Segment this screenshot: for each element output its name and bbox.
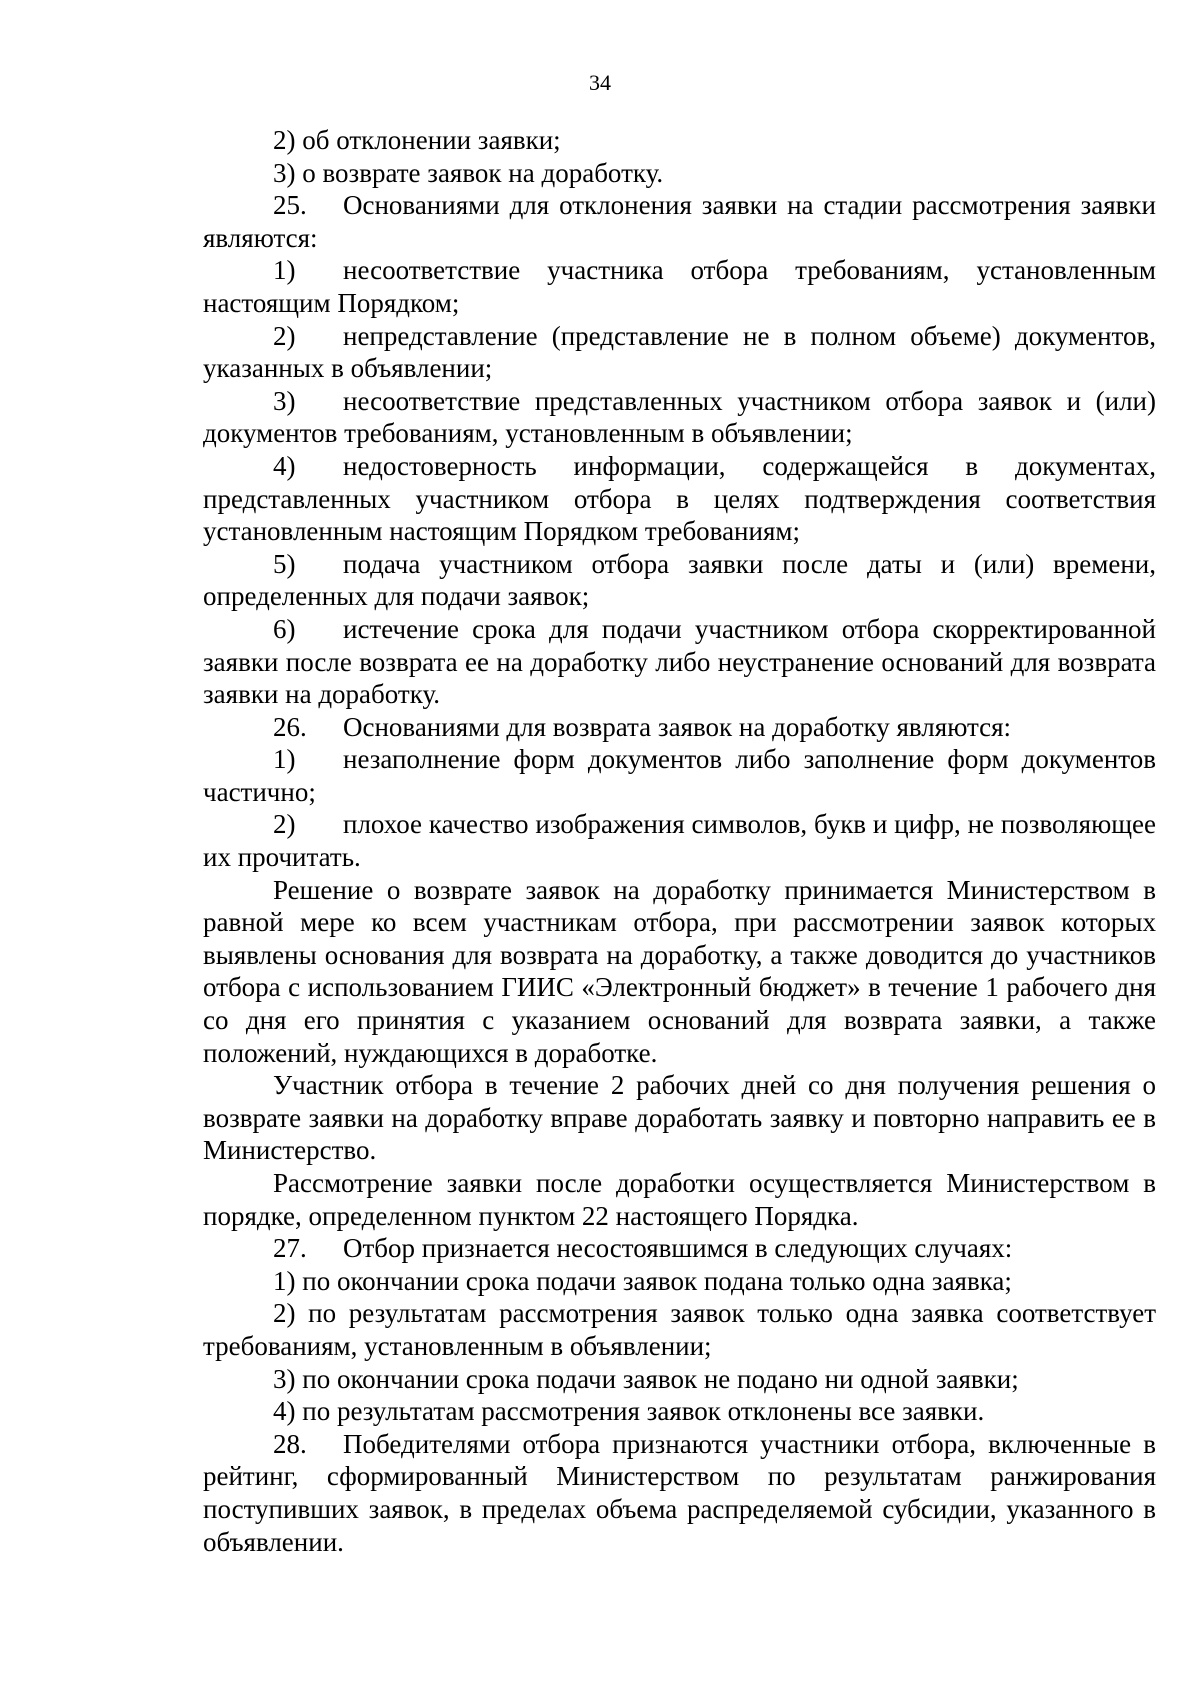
paragraph-item-3-return: [203, 157, 1156, 190]
paragraph-number: 25.: [273, 190, 307, 221]
paragraph-text: Участник отбора в течение 2 рабочих дней со дня получения решения о возврате заявки на доработку вправе доработать заявку и повторно направить ее в Министерство.: [203, 1070, 1156, 1166]
paragraph-number: 28.: [273, 1428, 307, 1459]
paragraph-27: [203, 1232, 1156, 1265]
paragraph-review-after-rework: [203, 1167, 1156, 1232]
paragraph-number: 3): [273, 385, 296, 416]
paragraph-26-item-1: [203, 743, 1156, 808]
paragraph-text: истечение срока для подачи участником отбора скорректированной заявки после возврата ее на доработку либо неустранение оснований для возврата заявки на доработку.: [203, 613, 1156, 710]
paragraph-26-item-2: [203, 808, 1156, 873]
paragraph-25-item-3: [203, 385, 1156, 450]
paragraph-number: 4): [273, 450, 296, 481]
paragraph-text: недостоверность информации, содержащейся в документах, представленных участником отбора в целях подтверждения соответствия установленным настоящим Порядком требованиям;: [203, 450, 1156, 547]
paragraph-27-item-1: [203, 1265, 1156, 1298]
paragraph-text: Основаниями для возврата заявок на доработку являются:: [343, 711, 1012, 742]
paragraph-text: Рассмотрение заявки после доработки осуществляется Министерством в порядке, определенном пунктом 22 настоящего Порядка.: [203, 1168, 1156, 1231]
paragraph-25-item-6: [203, 613, 1156, 711]
paragraph-text: 4) по результатам рассмотрения заявок отклонены все заявки.: [273, 1396, 985, 1427]
paragraph-number: 5): [273, 548, 296, 579]
paragraph-text: Отбор признается несостоявшимся в следующих случаях:: [343, 1233, 1013, 1264]
paragraph-text: несоответствие участника отбора требованиям, установленным настоящим Порядком;: [203, 255, 1156, 318]
paragraph-25: [203, 189, 1156, 254]
paragraph-text: 2) по результатам рассмотрения заявок только одна заявка соответствует требованиям, установленным в объявлении;: [203, 1298, 1156, 1361]
paragraph-number: 6): [273, 613, 296, 644]
paragraph-number: 27.: [273, 1233, 307, 1264]
paragraph-number: 1): [273, 255, 296, 286]
paragraph-27-item-3: [203, 1363, 1156, 1396]
paragraph-text: плохое качество изображения символов, букв и цифр, не позволяющее их прочитать.: [203, 809, 1156, 873]
paragraph-number: 2): [273, 809, 296, 840]
paragraph-text: незаполнение форм документов либо заполнение форм документов частично;: [203, 744, 1156, 807]
page-number: 34: [589, 70, 611, 95]
paragraph-text: 3) о возврате заявок на доработку.: [273, 157, 664, 188]
document-body: [203, 124, 1156, 1558]
paragraph-number: 26.: [273, 711, 307, 742]
paragraph-text: несоответствие представленных участником отбора заявок и (или) документов требованиям, установленным в объявлении;: [203, 385, 1156, 449]
paragraph-25-item-1: [203, 254, 1156, 319]
paragraph-27-item-2: [203, 1297, 1156, 1362]
paragraph-text: непредставление (представление не в полном объеме) документов, указанных в объявлении;: [203, 320, 1156, 384]
paragraph-text: 3) по окончании срока подачи заявок не подано ни одной заявки;: [273, 1363, 1019, 1394]
paragraph-text: подача участником отбора заявки после даты и (или) времени, определенных для подачи заявок;: [203, 548, 1156, 612]
paragraph-27-item-4: [203, 1395, 1156, 1428]
paragraph-25-item-4: [203, 450, 1156, 548]
paragraph-text: Решение о возврате заявок на доработку принимается Министерством в равной мере ко всем участникам отбора, при рассмотрении заявок которых выявлены основания для возврата на доработку, а также доводится до участников отбора с использованием ГИИС «Электронный бюджет» в течение 1 рабочего дня со дня его принятия с указанием оснований для возврата заявки, а также положений, нуждающихся в доработке.: [203, 874, 1156, 1068]
paragraph-return-decision: [203, 874, 1156, 1070]
paragraph-participant-rework: [203, 1069, 1156, 1167]
paragraph-text: 2) об отклонении заявки;: [273, 125, 561, 155]
paragraph-25-item-5: [203, 548, 1156, 613]
paragraph-item-2-reject: [203, 124, 1156, 157]
paragraph-number: 2): [273, 320, 296, 351]
paragraph-26: [203, 711, 1156, 744]
paragraph-text: Основаниями для отклонения заявки на стадии рассмотрения заявки являются:: [203, 190, 1156, 253]
paragraph-text: Победителями отбора признаются участники отбора, включенные в рейтинг, сформированный Министерством по результатам ранжирования поступивших заявок, в пределах объема распределяемой субсидии, указанного в объявлении.: [203, 1428, 1156, 1557]
paragraph-28: [203, 1428, 1156, 1558]
paragraph-25-item-2: [203, 320, 1156, 385]
paragraph-text: 1) по окончании срока подачи заявок подана только одна заявка;: [273, 1265, 1012, 1296]
paragraph-number: 1): [273, 744, 296, 775]
